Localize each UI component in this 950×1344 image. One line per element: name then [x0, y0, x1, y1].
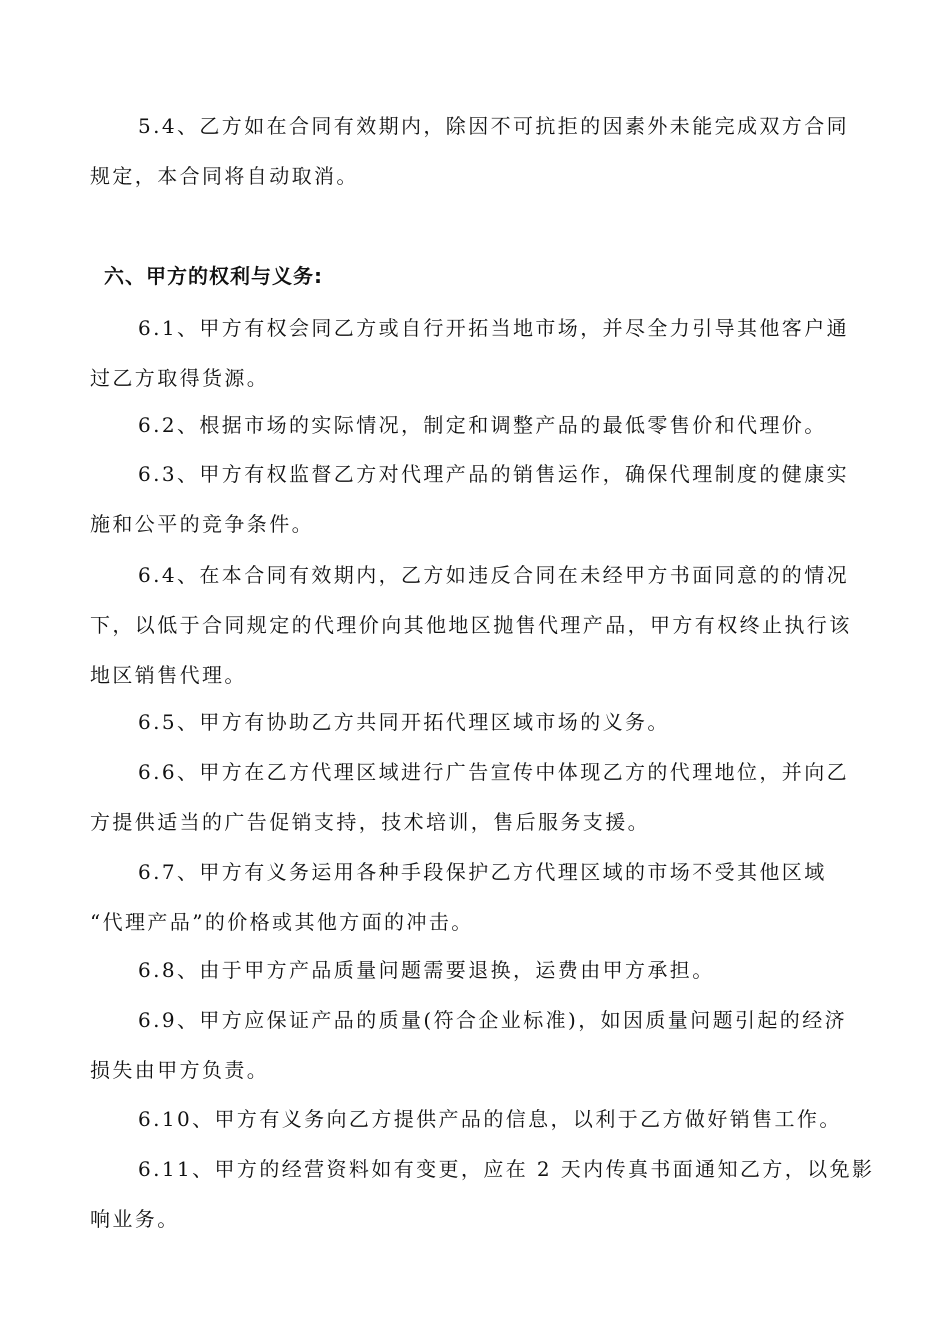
- clause-6-4: [90, 550, 850, 700]
- clause-6-4-line-1: 6.4、在本合同有效期内，乙方如违反合同在未经甲方书面同意的的情况: [138, 563, 850, 587]
- clause-6-7: [90, 847, 850, 947]
- section-6-heading: 六、甲方的权利与义务:: [104, 264, 323, 288]
- clause-6-4-line-2: 下，以低于合同规定的代理价向其他地区抛售代理产品，甲方有权终止执行该: [90, 613, 852, 637]
- clause-6-1: [90, 303, 850, 403]
- clause-6-9-line-1: 6.9、甲方应保证产品的质量(符合企业标准)，如因质量问题引起的经济: [138, 1008, 848, 1032]
- clause-6-6-line-1: 6.6、甲方在乙方代理区域进行广告宣传中体现乙方的代理地位，并向乙: [138, 760, 850, 784]
- clause-5-4-line-2: 规定，本合同将自动取消。: [90, 164, 359, 188]
- clause-6-8: [90, 945, 850, 995]
- clause-6-3: [90, 449, 850, 549]
- clause-6-10-line-1: 6.10、甲方有义务向乙方提供产品的信息，以利于乙方做好销售工作。: [138, 1107, 842, 1131]
- clause-6-5: [90, 697, 850, 747]
- clause-6-11-line-2: 响业务。: [90, 1207, 180, 1231]
- clause-6-9-line-2: 损失由甲方负责。: [90, 1058, 270, 1082]
- clause-6-3-line-1: 6.3、甲方有权监督乙方对代理产品的销售运作，确保代理制度的健康实: [138, 462, 850, 486]
- clause-6-4-line-3: 地区销售代理。: [90, 663, 247, 687]
- clause-6-8-line-1: 6.8、由于甲方产品质量问题需要退换，运费由甲方承担。: [138, 958, 715, 982]
- clause-6-2: [90, 400, 850, 450]
- clause-6-2-line-1: 6.2、根据市场的实际情况，制定和调整产品的最低零售价和代理价。: [138, 413, 827, 437]
- clause-6-1-line-1: 6.1、甲方有权会同乙方或自行开拓当地市场，并尽全力引导其他客户通: [138, 316, 850, 340]
- clause-6-5-line-1: 6.5、甲方有协助乙方共同开拓代理区域市场的义务。: [138, 710, 670, 734]
- clause-6-10: [90, 1094, 850, 1144]
- clause-6-6-line-2: 方提供适当的广告促销支持，技术培训，售后服务支援。: [90, 810, 650, 834]
- clause-6-9: [90, 995, 850, 1095]
- clause-5-4: [90, 101, 850, 201]
- clause-6-1-line-2: 过乙方取得货源。: [90, 366, 270, 390]
- clause-6-7-line-1: 6.7、甲方有义务运用各种手段保护乙方代理区域的市场不受其他区域: [138, 860, 827, 884]
- clause-6-3-line-2: 施和公平的竞争条件。: [90, 512, 314, 536]
- clause-6-11-line-1: 6.11、甲方的经营资料如有变更，应在 2 天内传真书面通知乙方，以免影: [138, 1157, 875, 1181]
- clause-6-11: [90, 1144, 875, 1244]
- clause-5-4-line-1: 5.4、乙方如在合同有效期内，除因不可抗拒的因素外未能完成双方合同: [138, 114, 850, 138]
- clause-6-7-line-2: “代理产品”的价格或其他方面的冲击。: [90, 910, 474, 934]
- clause-6-6: [90, 747, 850, 847]
